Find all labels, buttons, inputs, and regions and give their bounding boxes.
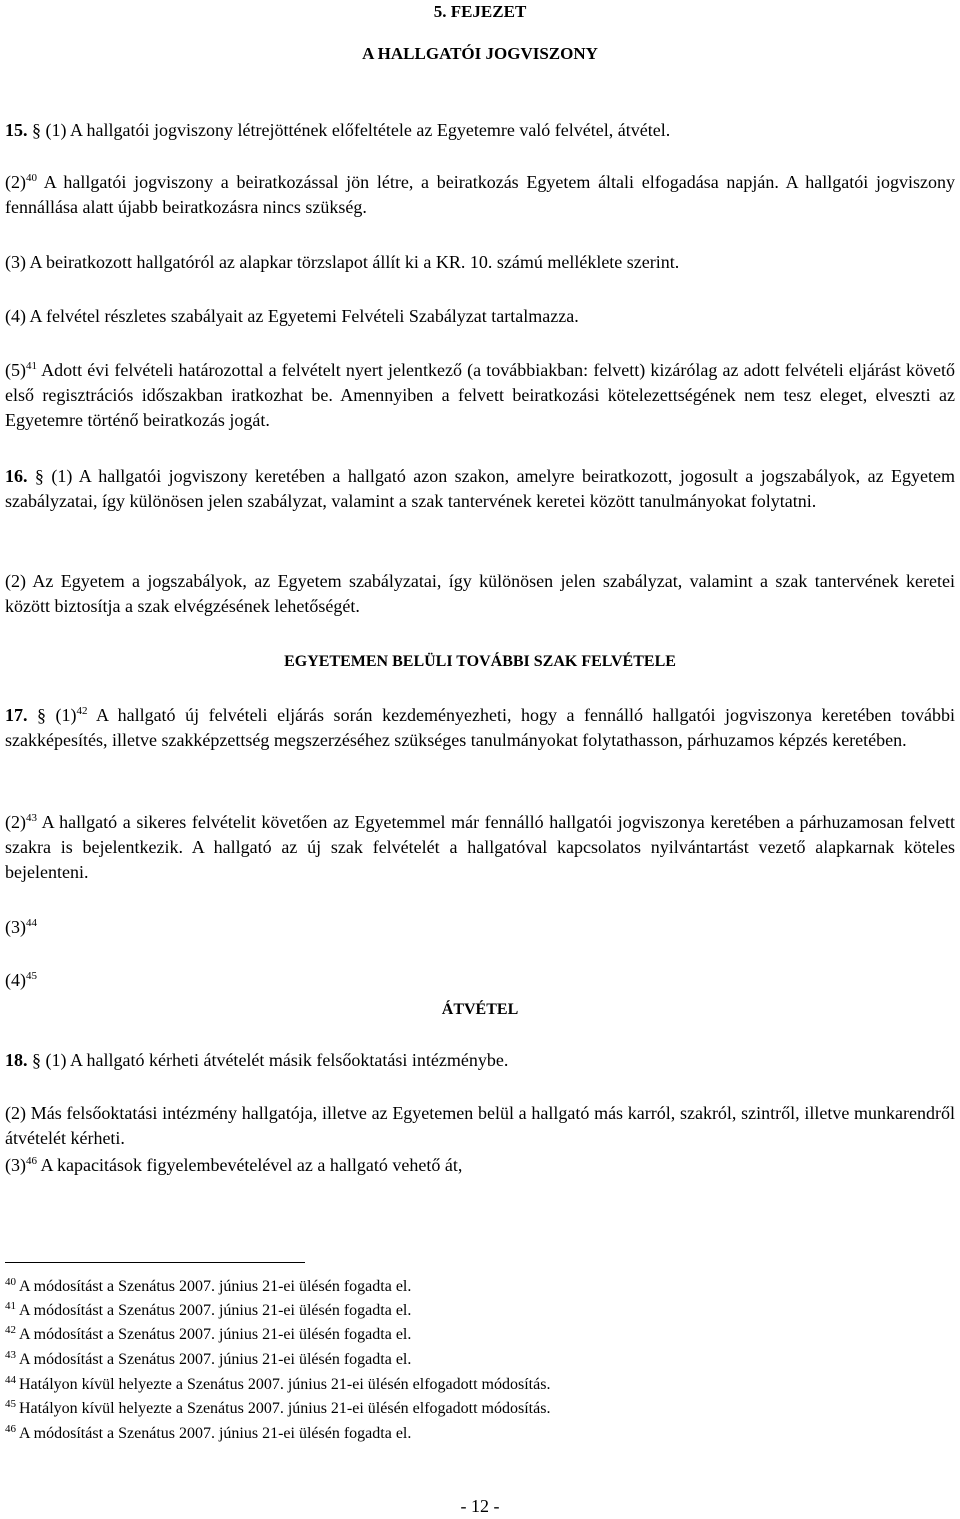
paragraph-17-1: [5, 703, 955, 753]
footnote-number: 46: [5, 1423, 16, 1435]
paragraph-text: A hallgató új felvételi eljárás során kezdeményezheti, hogy a fennálló hallgatói jogviszonya keretében további szakképesítés, illetve szakképzettség megszerzéséhez szükséges tanulmányokat folytathasson, párhuzamos képzés keretében.: [5, 705, 955, 751]
paragraph-text: § (1) A hallgató kérheti átvételét másik felsőoktatási intézménybe.: [27, 1050, 509, 1070]
paragraph-lead: (2): [5, 172, 26, 192]
section-number: 15.: [5, 120, 28, 140]
paragraph-lead: (3): [5, 1155, 26, 1175]
footnote-44: [5, 1374, 550, 1394]
section-number: 18.: [5, 1050, 28, 1070]
paragraph-text: § (1) A hallgatói jogviszony keretében a hallgató azon szakon, amelyre beiratkozott, jogosult a jogszabályok, az Egyetem szabályzatai, így különösen jelen szabályzat, valamint a szak tantervének keretei között tanulmányokat folytatni.: [5, 466, 955, 512]
paragraph-lead: (2): [5, 812, 26, 832]
footnote-text: Hatályon kívül helyezte a Szenátus 2007. június 21-ei ülésén elfogadott módosítás.: [19, 1376, 551, 1393]
footnote-ref: 43: [26, 812, 37, 824]
paragraph-15-5: [5, 358, 955, 434]
paragraph-text: A hallgatói jogviszony a beiratkozással jön létre, a beiratkozás Egyetem általi elfogadása napján. A hallgatói jogviszony fennállása alatt újabb beiratkozásra nincs szükség.: [5, 172, 955, 218]
footnote-text: A módosítást a Szenátus 2007. június 21-ei ülésén fogadta el.: [19, 1278, 412, 1295]
footnote-ref: 46: [26, 1155, 37, 1167]
footnote-45: [5, 1398, 550, 1418]
paragraph-17-4: [5, 968, 955, 993]
paragraph-lead: (5): [5, 360, 26, 380]
footnote-43: [5, 1349, 411, 1369]
section-heading: EGYETEMEN BELÜLI TOVÁBBI SZAK FELVÉTELE: [284, 653, 676, 670]
footnote-text: A módosítást a Szenátus 2007. június 21-ei ülésén fogadta el.: [19, 1326, 412, 1343]
footnote-number: 45: [5, 1398, 16, 1410]
footnote-separator: [5, 1262, 305, 1263]
paragraph-18-1: [5, 1048, 955, 1073]
paragraph-text: A kapacitások figyelembevételével az a hallgató vehető át,: [37, 1155, 463, 1175]
footnote-text: Hatályon kívül helyezte a Szenátus 2007. június 21-ei ülésén elfogadott módosítás.: [19, 1400, 551, 1417]
footnote-46: [5, 1423, 411, 1443]
paragraph-16-2: (2) Az Egyetem a jogszabályok, az Egyetem szabályzatai, így különösen jelen szabályzat, valamint a szak tantervének keretei között biztosítja a szak elvégzésének lehetőségét.: [5, 571, 955, 617]
footnote-text: A módosítást a Szenátus 2007. június 21-ei ülésén fogadta el.: [19, 1425, 412, 1442]
paragraph-15-1: [5, 118, 955, 143]
footnote-ref: 42: [76, 705, 88, 717]
section-heading: ÁTVÉTEL: [441, 1001, 519, 1018]
paragraph-lead: § (1): [27, 705, 77, 725]
paragraph-18-3: [5, 1153, 955, 1178]
section-number: 16.: [5, 466, 28, 486]
footnote-number: 40: [5, 1276, 16, 1288]
chapter-title: A HALLGATÓI JOGVISZONY: [362, 44, 598, 63]
paragraph-text: Adott évi felvételi határozottal a felvételt nyert jelentkező (a továbbiakban: felvett) kizárólag az adott felvételi eljárást követő első regisztrációs időszakban iratkozhat be. Amennyiben a felvett beiratkozási kötelezettségének nem tesz eleget, elveszti az Egyetemre történő beiratkozás jogát.: [5, 360, 955, 431]
paragraph-text: § (1) A hallgatói jogviszony létrejöttének előfeltétele az Egyetemre való felvétel, átvétel.: [32, 120, 671, 140]
paragraph-18-2: (2) Más felsőoktatási intézmény hallgatója, illetve az Egyetemen belül a hallgató más karról, szakról, szintről, illetve munkarendről átvételét kérheti.: [5, 1103, 955, 1149]
footnote-number: 42: [5, 1324, 16, 1336]
paragraph-15-3: (3) A beiratkozott hallgatóról az alapkar törzslapot állít ki a KR. 10. számú melléklete szerint.: [5, 252, 680, 272]
footnote-42: [5, 1324, 411, 1344]
footnote-ref: 45: [26, 970, 37, 982]
paragraph-15-2: [5, 170, 955, 220]
paragraph-text: A hallgató a sikeres felvételit követően az Egyetemmel már fennálló hallgatói jogviszonya keretében a párhuzamosan felvett szakra is bejelentkezik. A hallgató az új szak felvételét a hallgatóval kapcsolatos nyilvántartást vezető alapkarnak köteles bejelenteni.: [5, 812, 955, 883]
paragraph-17-2: [5, 810, 955, 886]
page-number: - 12 -: [460, 1496, 500, 1516]
footnote-ref: 40: [26, 172, 37, 184]
footnote-ref: 44: [26, 917, 37, 929]
footnote-number: 41: [5, 1300, 16, 1312]
section-number: 17.: [5, 705, 28, 725]
paragraph-lead: (4): [5, 970, 26, 990]
paragraph-17-3: [5, 915, 955, 940]
footnote-text: A módosítást a Szenátus 2007. június 21-ei ülésén fogadta el.: [19, 1302, 412, 1319]
footnote-41: [5, 1300, 411, 1320]
footnote-40: [5, 1276, 411, 1296]
footnote-number: 44: [5, 1374, 16, 1386]
footnote-ref: 41: [26, 360, 37, 372]
footnote-text: A módosítást a Szenátus 2007. június 21-ei ülésén fogadta el.: [19, 1351, 412, 1368]
paragraph-lead: (3): [5, 917, 26, 937]
footnote-number: 43: [5, 1349, 16, 1361]
paragraph-16-1: [5, 464, 955, 514]
chapter-heading: 5. FEJEZET: [433, 2, 527, 21]
paragraph-15-4: (4) A felvétel részletes szabályait az Egyetemi Felvételi Szabályzat tartalmazza.: [5, 306, 579, 326]
